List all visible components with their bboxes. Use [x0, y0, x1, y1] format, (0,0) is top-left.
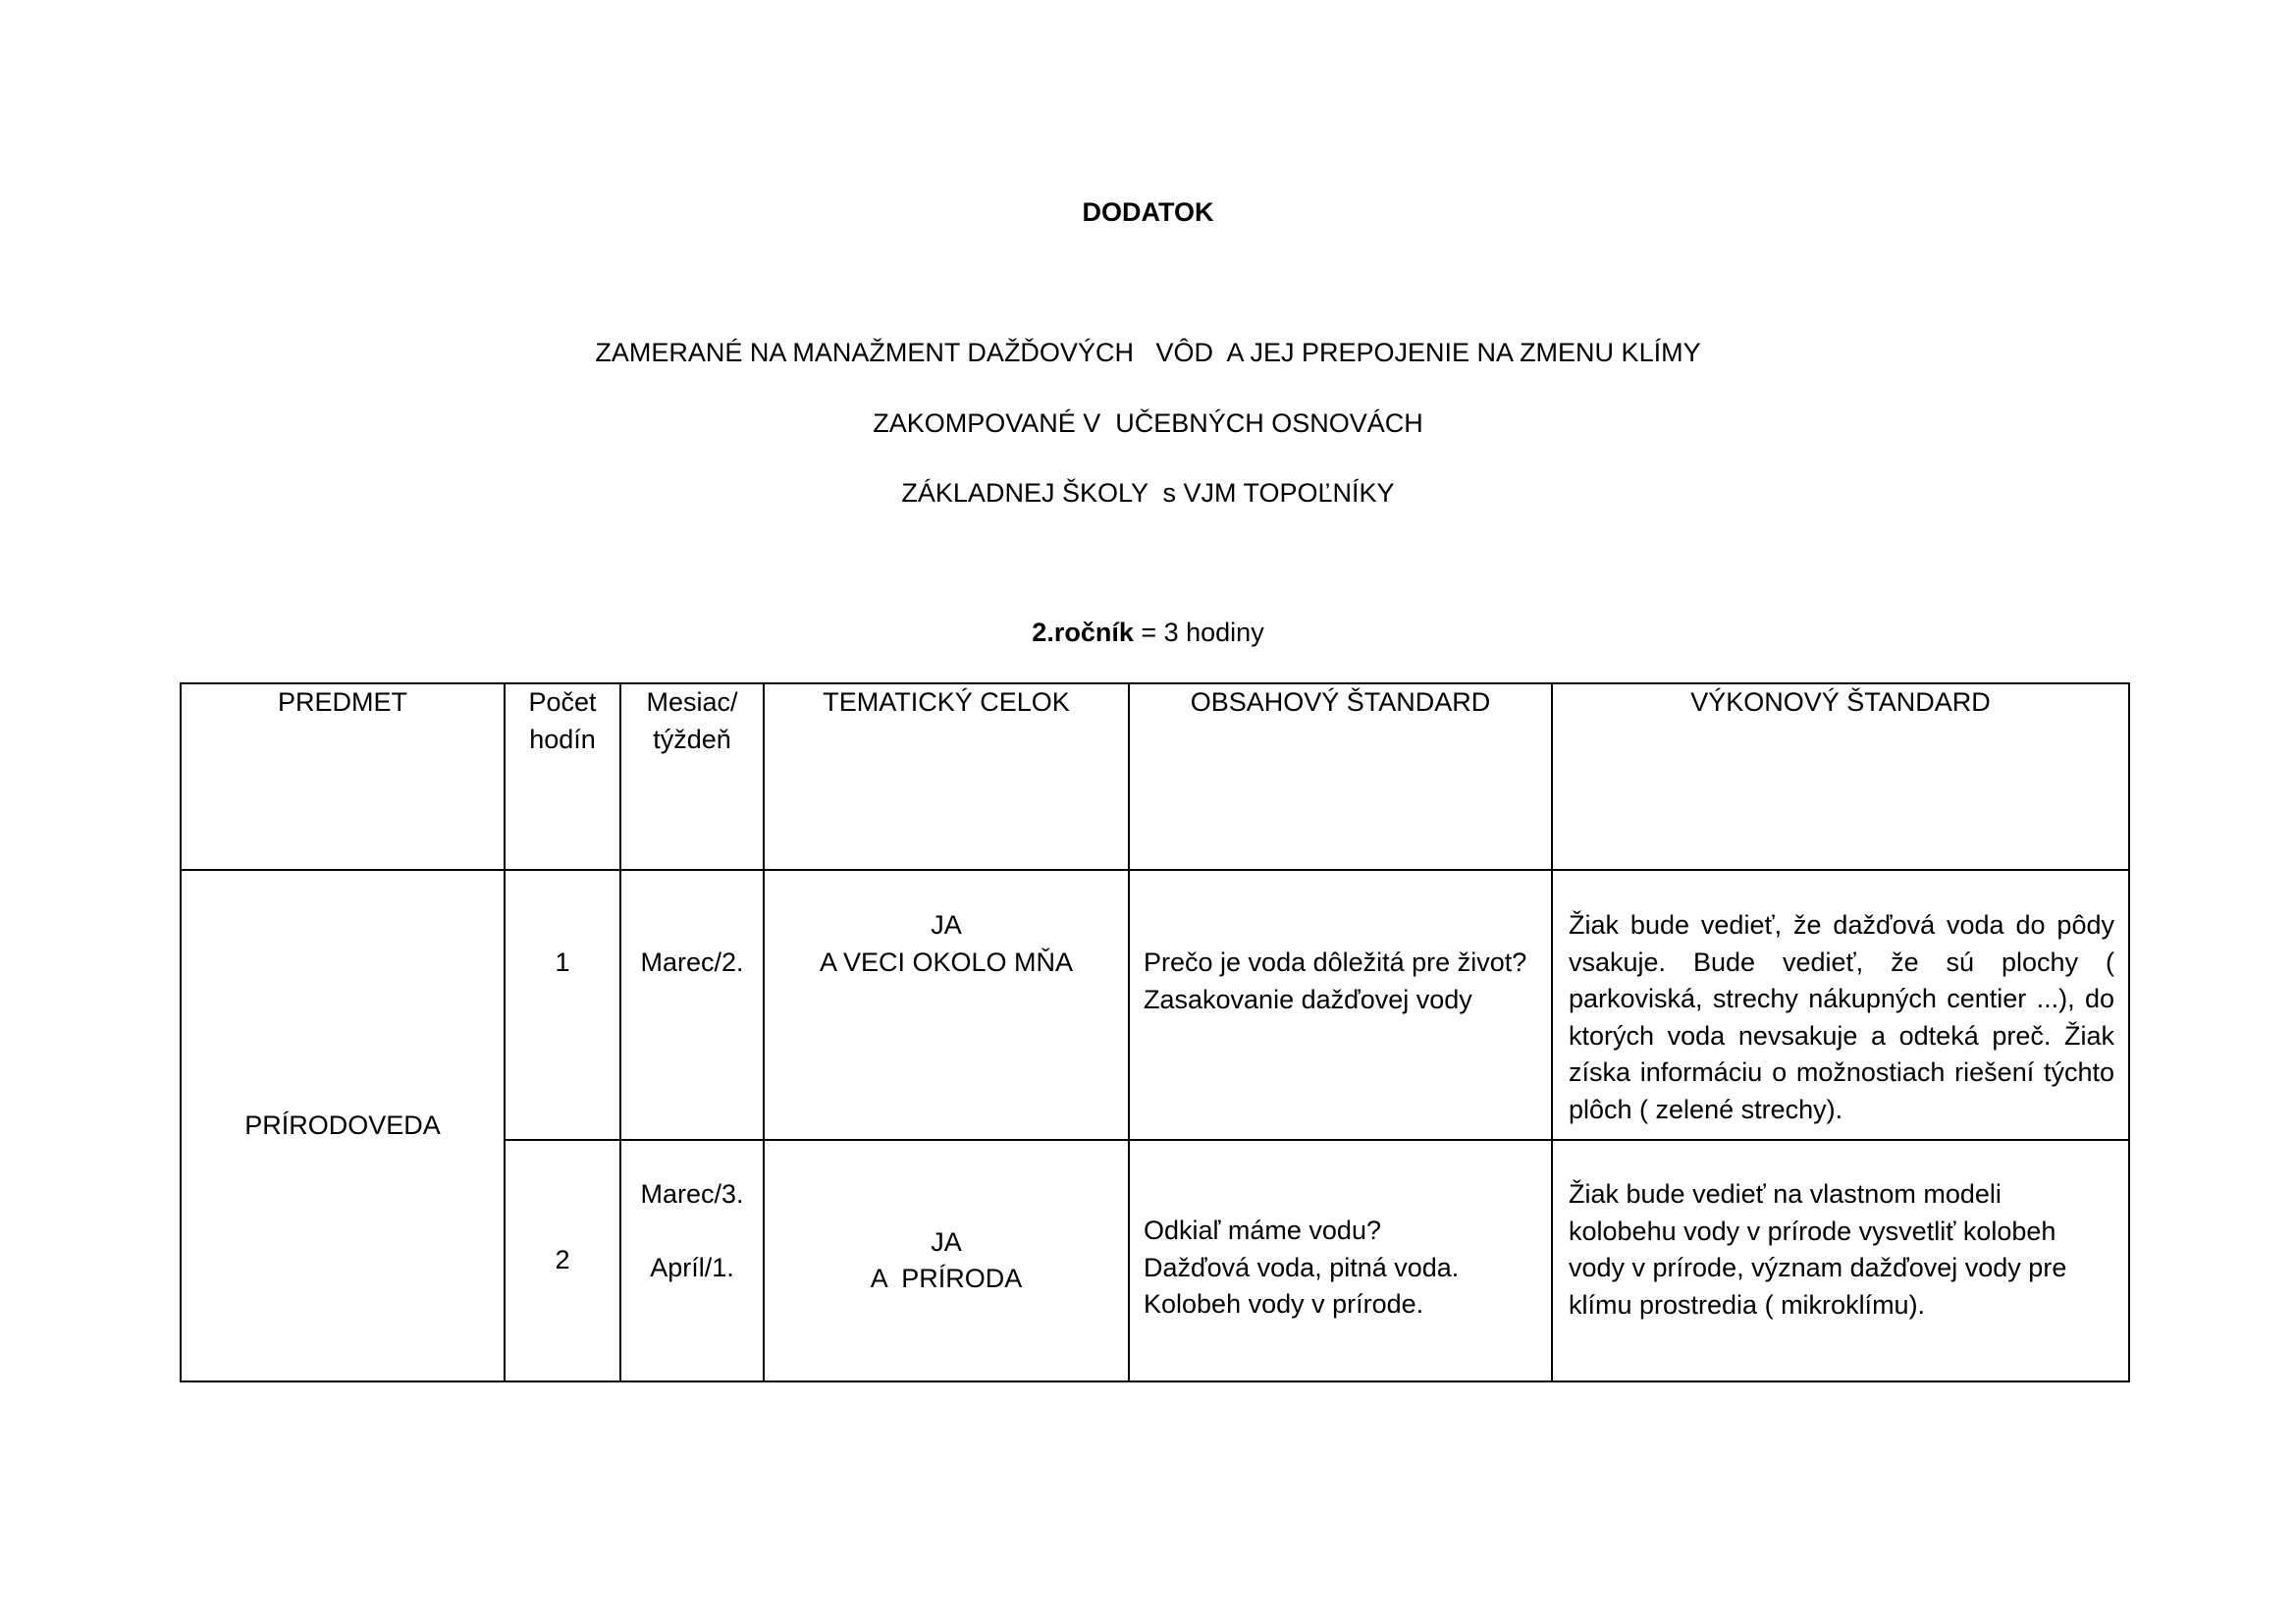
month-cell: [620, 1140, 764, 1381]
theme-line-2: A VECI OKOLO MŇA: [819, 947, 1074, 977]
content-line-1: Odkiaľ máme vodu?: [1144, 1216, 1381, 1245]
content-line-1: Prečo je voda dôležitá pre život?: [1144, 947, 1527, 977]
theme-line-1: JA: [931, 910, 962, 940]
month-cell: Marec/2.: [620, 870, 764, 1140]
header-hours-line-1: Počet: [528, 687, 597, 717]
theme-line-1: JA: [931, 1226, 962, 1257]
month-line-1: Marec/3.: [640, 1179, 744, 1209]
content-line-2: Zasakovanie dažďovej vody: [1144, 984, 1472, 1014]
header-theme: TEMATICKÝ CELOK: [764, 683, 1129, 870]
hours-cell: 1: [505, 870, 620, 1140]
performance-line-3: vody v prírode, význam dažďovej vody pre: [1569, 1253, 2067, 1282]
performance-line-4: klímu prostredia ( mikroklímu).: [1569, 1289, 1926, 1320]
grade-label: 2.ročník: [1032, 618, 1134, 647]
subtitle-line-3: ZÁKLADNEJ ŠKOLY s VJM TOPOĽNÍKY: [901, 478, 1395, 508]
content-line-3: Kolobeh vody v prírode.: [1144, 1289, 1424, 1319]
theme-cell: [764, 1140, 1129, 1381]
header-month-line-1: Mesiac/: [646, 687, 738, 717]
theme-line-2: A PRÍRODA: [870, 1264, 1023, 1293]
hours-cell: 2: [505, 1140, 620, 1381]
performance-standard-cell: Žiak bude vedieť, že dažďová voda do pôdy vsakuje. Bude vedieť, že sú plochy ( parkoviská, strechy nákupných centier ...), do ktorých voda nevsakuje a odteká preč. Žiak získa informáciu o možnostiach riešení týchto plôch ( zelené strechy).: [1552, 870, 2129, 1140]
header-content-standard: OBSAHOVÝ ŠTANDARD: [1129, 683, 1552, 870]
content-line-2: Dažďová voda, pitná voda.: [1144, 1252, 1460, 1282]
theme-cell: [764, 870, 1129, 1140]
content-standard-cell: [1129, 870, 1552, 1140]
content-standard-cell: [1129, 1140, 1552, 1381]
month-line-2: Apríl/1.: [650, 1252, 734, 1282]
performance-line-1: Žiak bude vedieť na vlastnom modeli: [1569, 1179, 2002, 1209]
subject-cell: PRÍRODOVEDA: [181, 870, 505, 1381]
month-spacer: [621, 1214, 763, 1250]
grade-hours: = 3 hodiny: [1133, 618, 1264, 647]
header-performance-standard: VÝKONOVÝ ŠTANDARD: [1552, 683, 2129, 870]
header-month-line-2: týždeň: [653, 724, 731, 754]
subtitle-line-1: ZAMERANÉ NA MANAŽMENT DAŽĎOVÝCH VÔD A JEJ PREPOJENIE NA ZMENU KLÍMY: [595, 338, 1701, 367]
subtitle-line-2: ZAKOMPOVANÉ V UČEBNÝCH OSNOVÁCH: [873, 408, 1423, 438]
grade-line: [0, 617, 2296, 648]
header-hours: [505, 683, 620, 870]
curriculum-table: [180, 682, 2130, 1382]
performance-standard-cell: [1552, 1140, 2129, 1381]
header-hours-line-2: hodín: [529, 724, 596, 754]
header-subject: PREDMET: [181, 683, 505, 870]
performance-line-2: kolobehu vody v prírode vysvetliť kolobeh: [1569, 1216, 2056, 1246]
document-title: DODATOK: [1082, 197, 1214, 227]
table-row: [181, 870, 2129, 1140]
header-month: [620, 683, 764, 870]
table-header-row: [181, 683, 2129, 870]
